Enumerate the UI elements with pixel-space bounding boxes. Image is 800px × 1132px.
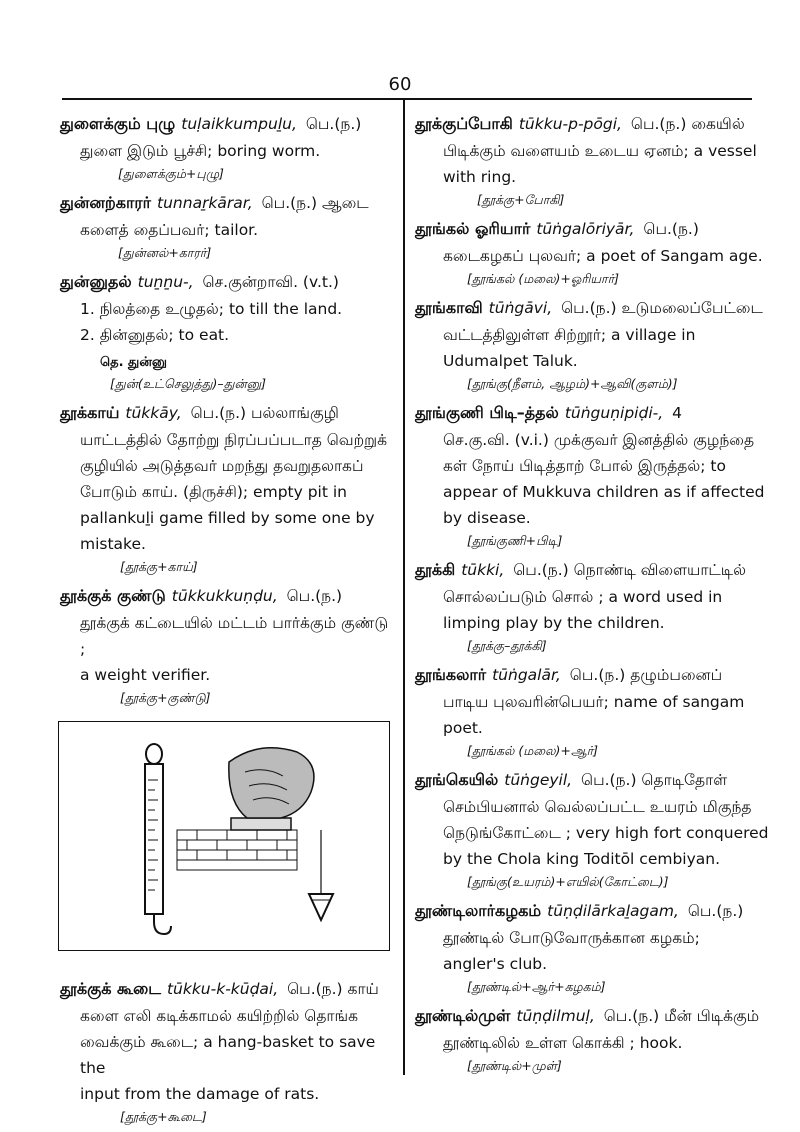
headword: தூங்கெயில் [415,770,499,789]
definition-line: கடைகழகப் புலவர்; a poet of Sangam age. [443,247,763,265]
definition-line: நெடுங்கோட்டை ; very high fort conquered [443,824,769,842]
dictionary-entry [415,766,770,891]
page-number: 60 [388,74,412,95]
etymology: [தூக்கு+போகி] [477,192,565,207]
dictionary-entry [60,582,392,707]
definition-line: போடும் காய். (திருச்சி); empty pit in [80,483,347,501]
grammar-label: பெ.(ந.) [687,902,744,920]
plumb-line-drawing [59,722,389,950]
definition-line: துளை இடும் பூச்சி; boring worm. [80,142,321,160]
definition-line: Udumalpet Taluk. [443,352,578,370]
definition-line: வைக்கும் கூடை; a hang-basket to save the [80,1033,376,1077]
definition-line: poet. [443,719,483,737]
right-column [415,110,770,1081]
dictionary-entry [415,399,770,550]
header-rule [62,98,752,100]
headword: தூங்காவி [415,298,483,317]
grammar-label: பெ.(ந.) காய் [287,980,379,998]
sense-1: 1. நிலத்தை உழுதல்; to till the land. [80,300,343,318]
headword: தூக்கி [415,560,456,579]
transliteration: tūṅgalōriyār, [536,220,635,238]
etymology: [துன்னல்+காரர்] [118,245,212,260]
headword: தூக்குக் கூடை [60,979,161,998]
definition-line: mistake. [80,535,146,553]
definition-line: செ.கு.வி. (v.i.) முக்குவர் இனத்தில் குழந்தை [443,431,755,449]
definition-line: pallankuḻi game filled by some one by [80,509,375,527]
definition-line: செம்பியனால் வெல்லப்பட்ட உயரம் மிகுந்த [443,798,752,816]
definition-line: வட்டத்திலுள்ள சிற்றூர்; a village in [443,326,696,344]
definition-line: a weight verifier. [80,666,211,684]
etymology: [தூக்கு+காய்] [120,559,198,574]
etymology: [தூங்கு(உயரம்)+எயில்(கோட்டை)] [467,874,669,889]
transliteration: tuḷaikkumpuḻu, [181,115,297,133]
headword: தூக்குக் குண்டு [60,586,166,605]
definition-line: பாடிய புலவரின்பெயர்; name of sangam [443,693,745,711]
definition-line: சொல்லப்படும் சொல் ; a word used in [443,588,723,606]
grammar-label: பெ.(ந.) பல்லாங்குழி [190,404,339,422]
dictionary-entry [415,110,770,209]
grammar-label: பெ.(ந.) ஆடை [261,194,369,212]
sense-2: 2. தின்னுதல்; to eat. [80,326,230,344]
headword: தூங்கலார் [415,665,487,684]
grammar-label: பெ.(ந.) [286,587,343,605]
etymology: [தூக்கு+குண்டு] [120,690,211,705]
transliteration: tūkkāy, [125,404,182,422]
transliteration: tūṅgeyil, [504,771,573,789]
definition-line: களை எலி கடிக்காமல் கயிற்றில் தொங்க [80,1007,359,1025]
left-column [60,110,392,1132]
etymology: [தூண்டில்+முள்] [467,1058,562,1073]
definition-line: தூக்குக் கட்டையில் மட்டம் பார்க்கும் குண்டு ; [80,614,389,658]
definition-line: தூண்டில் போடுவோருக்கான கழகம்; [443,929,700,947]
etymology: [துன்(உட்செலுத்து)–துன்னு] [110,376,266,391]
definition-line: குழியில் அடுத்தவர் மறந்து தவறுதலாகப் [80,457,364,475]
dictionary-entry [415,294,770,393]
headword: தூக்குப்போகி [415,114,513,133]
definition-line: யாட்டத்தில் தோற்று நிரப்பப்படாத வெற்றுக் [80,431,388,449]
grammar-label: பெ.(ந.) தொடிதோள் [581,771,728,789]
transliteration: tūṇḍilmuḷ, [516,1007,595,1025]
grammar-label: பெ.(ந.) கையில் [630,115,745,133]
definition-line: பிடிக்கும் வளையம் உடைய ஏனம்; a vessel [443,142,757,160]
definition-line: by disease. [443,509,531,527]
dictionary-entry [415,556,770,655]
etymology: [தூங்குணி+பிடி] [467,533,563,548]
grammar-label: பெ.(ந.) உடுமலைப்பேட்டை [561,299,763,317]
headword: தூங்குணி பிடி–த்தல் [415,403,559,422]
grammar-label: பெ.(ந.) [643,220,699,238]
etymology: [தூக்கு+கூடை] [120,1109,207,1124]
dictionary-entry [60,110,392,183]
transliteration: tūkkukkuṇḍu, [171,587,278,605]
grammar-label: பெ.(ந.) மீன் பிடிக்கும் [603,1007,760,1025]
dictionary-entry [415,1002,770,1075]
dictionary-entry [60,189,392,262]
dictionary-entry [60,268,392,393]
dictionary-entry [60,399,392,576]
definition-line: angler's club. [443,955,548,973]
definition-line: with ring. [443,168,517,186]
headword: துன்னுதல் [60,272,132,291]
transliteration: tuṉṉu-, [137,273,194,291]
definition-line: appear of Mukkuva children as if affected [443,483,765,501]
headword: தூண்டில்முள் [415,1006,511,1025]
weight-verifier-illustration [58,721,390,951]
headword: துன்னற்காரர் [60,193,152,212]
etymology: [தூங்கு(நீளம், ஆழம்)+ஆவி(குளம்)] [467,376,678,391]
etymology: [துளைக்கும்+புழு] [118,166,224,181]
definition-line: தூண்டிலில் உள்ள கொக்கி ; hook. [443,1034,683,1052]
etymology: [தூங்கல் (மலை)+ஆர்] [467,743,599,758]
transliteration: tūṅguṇipiḍi-, [564,404,664,422]
grammar-label: பெ.(ந.) [305,115,362,133]
transliteration: tunnaṟkārar, [157,194,253,212]
transliteration: tūṇḍilārkaḻagam, [547,902,679,920]
transliteration: tūkki, [461,561,505,579]
headword: தூங்கல் ஓரியார் [415,219,531,238]
column-divider [403,100,405,1075]
headword: தூக்காய் [60,403,120,422]
dictionary-entry [415,215,770,288]
etymology: [தூங்கல் (மலை)+ஓரியார்] [467,271,619,286]
dictionary-entry [415,897,770,996]
grammar-label: 4 [672,404,682,422]
definition-line: limping play by the children. [443,614,665,632]
grammar-label: பெ.(ந.) தழும்பனைப் [569,666,723,684]
headword: தூண்டிலார்கழகம் [415,901,542,920]
etymology: [தூண்டில்+ஆர்+கழகம்] [467,979,606,994]
dictionary-entry [415,661,770,760]
definition-line: கள் நோய் பிடித்தாற் போல் இருத்தல்; to [443,457,726,475]
definition-line: input from the damage of rats. [80,1085,320,1103]
headword: துளைக்கும் புழு [60,114,176,133]
transliteration: tūṅgāvi, [488,299,553,317]
transliteration: tūkku-k-kūḍai, [166,980,279,998]
dictionary-entry [60,975,392,1126]
transliteration: tūṅgalār, [492,666,561,684]
etymology: [தூக்கு–தூக்கி] [467,638,547,653]
telugu-cognate: தெ. துன்னு [100,355,168,370]
grammar-label: செ.குன்றாவி. (v.t.) [202,273,339,291]
definition-line: களைத் தைப்பவர்; tailor. [80,221,259,239]
transliteration: tūkku-p-pōgi, [518,115,622,133]
grammar-label: பெ.(ந.) நொண்டி விளையாட்டில் [513,561,746,579]
definition-line: by the Chola king Toditōl cembiyan. [443,850,721,868]
